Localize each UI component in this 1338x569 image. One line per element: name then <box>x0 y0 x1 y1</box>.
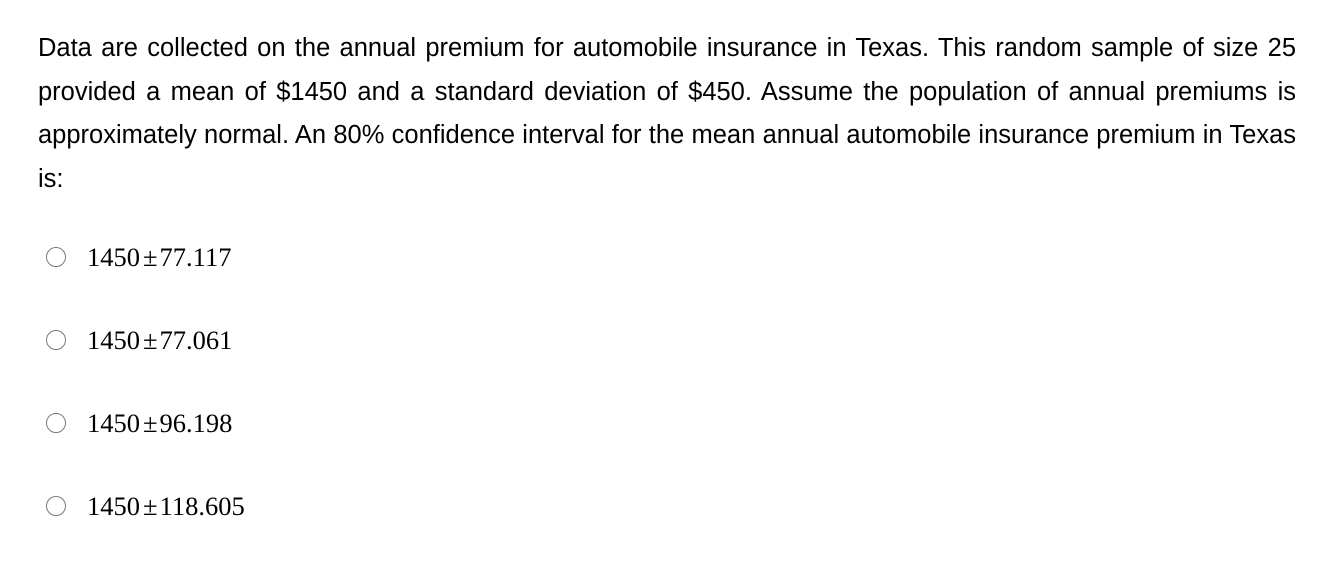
option-margin: 77.061 <box>159 325 233 355</box>
option-label[interactable] <box>87 320 232 360</box>
question-text: Data are collected on the annual premium for automobile insurance in Texas. This random sample of size 25 provided a mean of $1450 and a standard deviation of $450. Assume the population of annual premiums is approximately normal. An 80% confidence interval for the mean annual automobile insurance premium in Texas is: <box>38 34 1296 193</box>
plus-minus-symbol: ± <box>143 325 158 355</box>
option-1[interactable] <box>46 237 245 277</box>
option-base: 1450 <box>87 325 140 355</box>
plus-minus-symbol: ± <box>143 242 158 272</box>
option-base: 1450 <box>87 491 140 521</box>
option-margin: 77.117 <box>159 242 232 272</box>
radio-unselected-icon[interactable] <box>46 496 66 516</box>
option-margin: 118.605 <box>159 491 245 521</box>
radio-unselected-icon[interactable] <box>46 247 66 267</box>
radio-unselected-icon[interactable] <box>46 413 66 433</box>
option-margin: 96.198 <box>159 408 233 438</box>
option-label[interactable] <box>87 237 231 277</box>
option-3[interactable] <box>46 403 245 443</box>
plus-minus-symbol: ± <box>143 491 158 521</box>
option-base: 1450 <box>87 242 140 272</box>
option-2[interactable] <box>46 320 245 360</box>
option-label[interactable] <box>87 486 245 526</box>
answer-options <box>46 237 245 569</box>
option-4[interactable] <box>46 486 245 526</box>
plus-minus-symbol: ± <box>143 408 158 438</box>
option-base: 1450 <box>87 408 140 438</box>
option-label[interactable] <box>87 403 232 443</box>
radio-unselected-icon[interactable] <box>46 330 66 350</box>
